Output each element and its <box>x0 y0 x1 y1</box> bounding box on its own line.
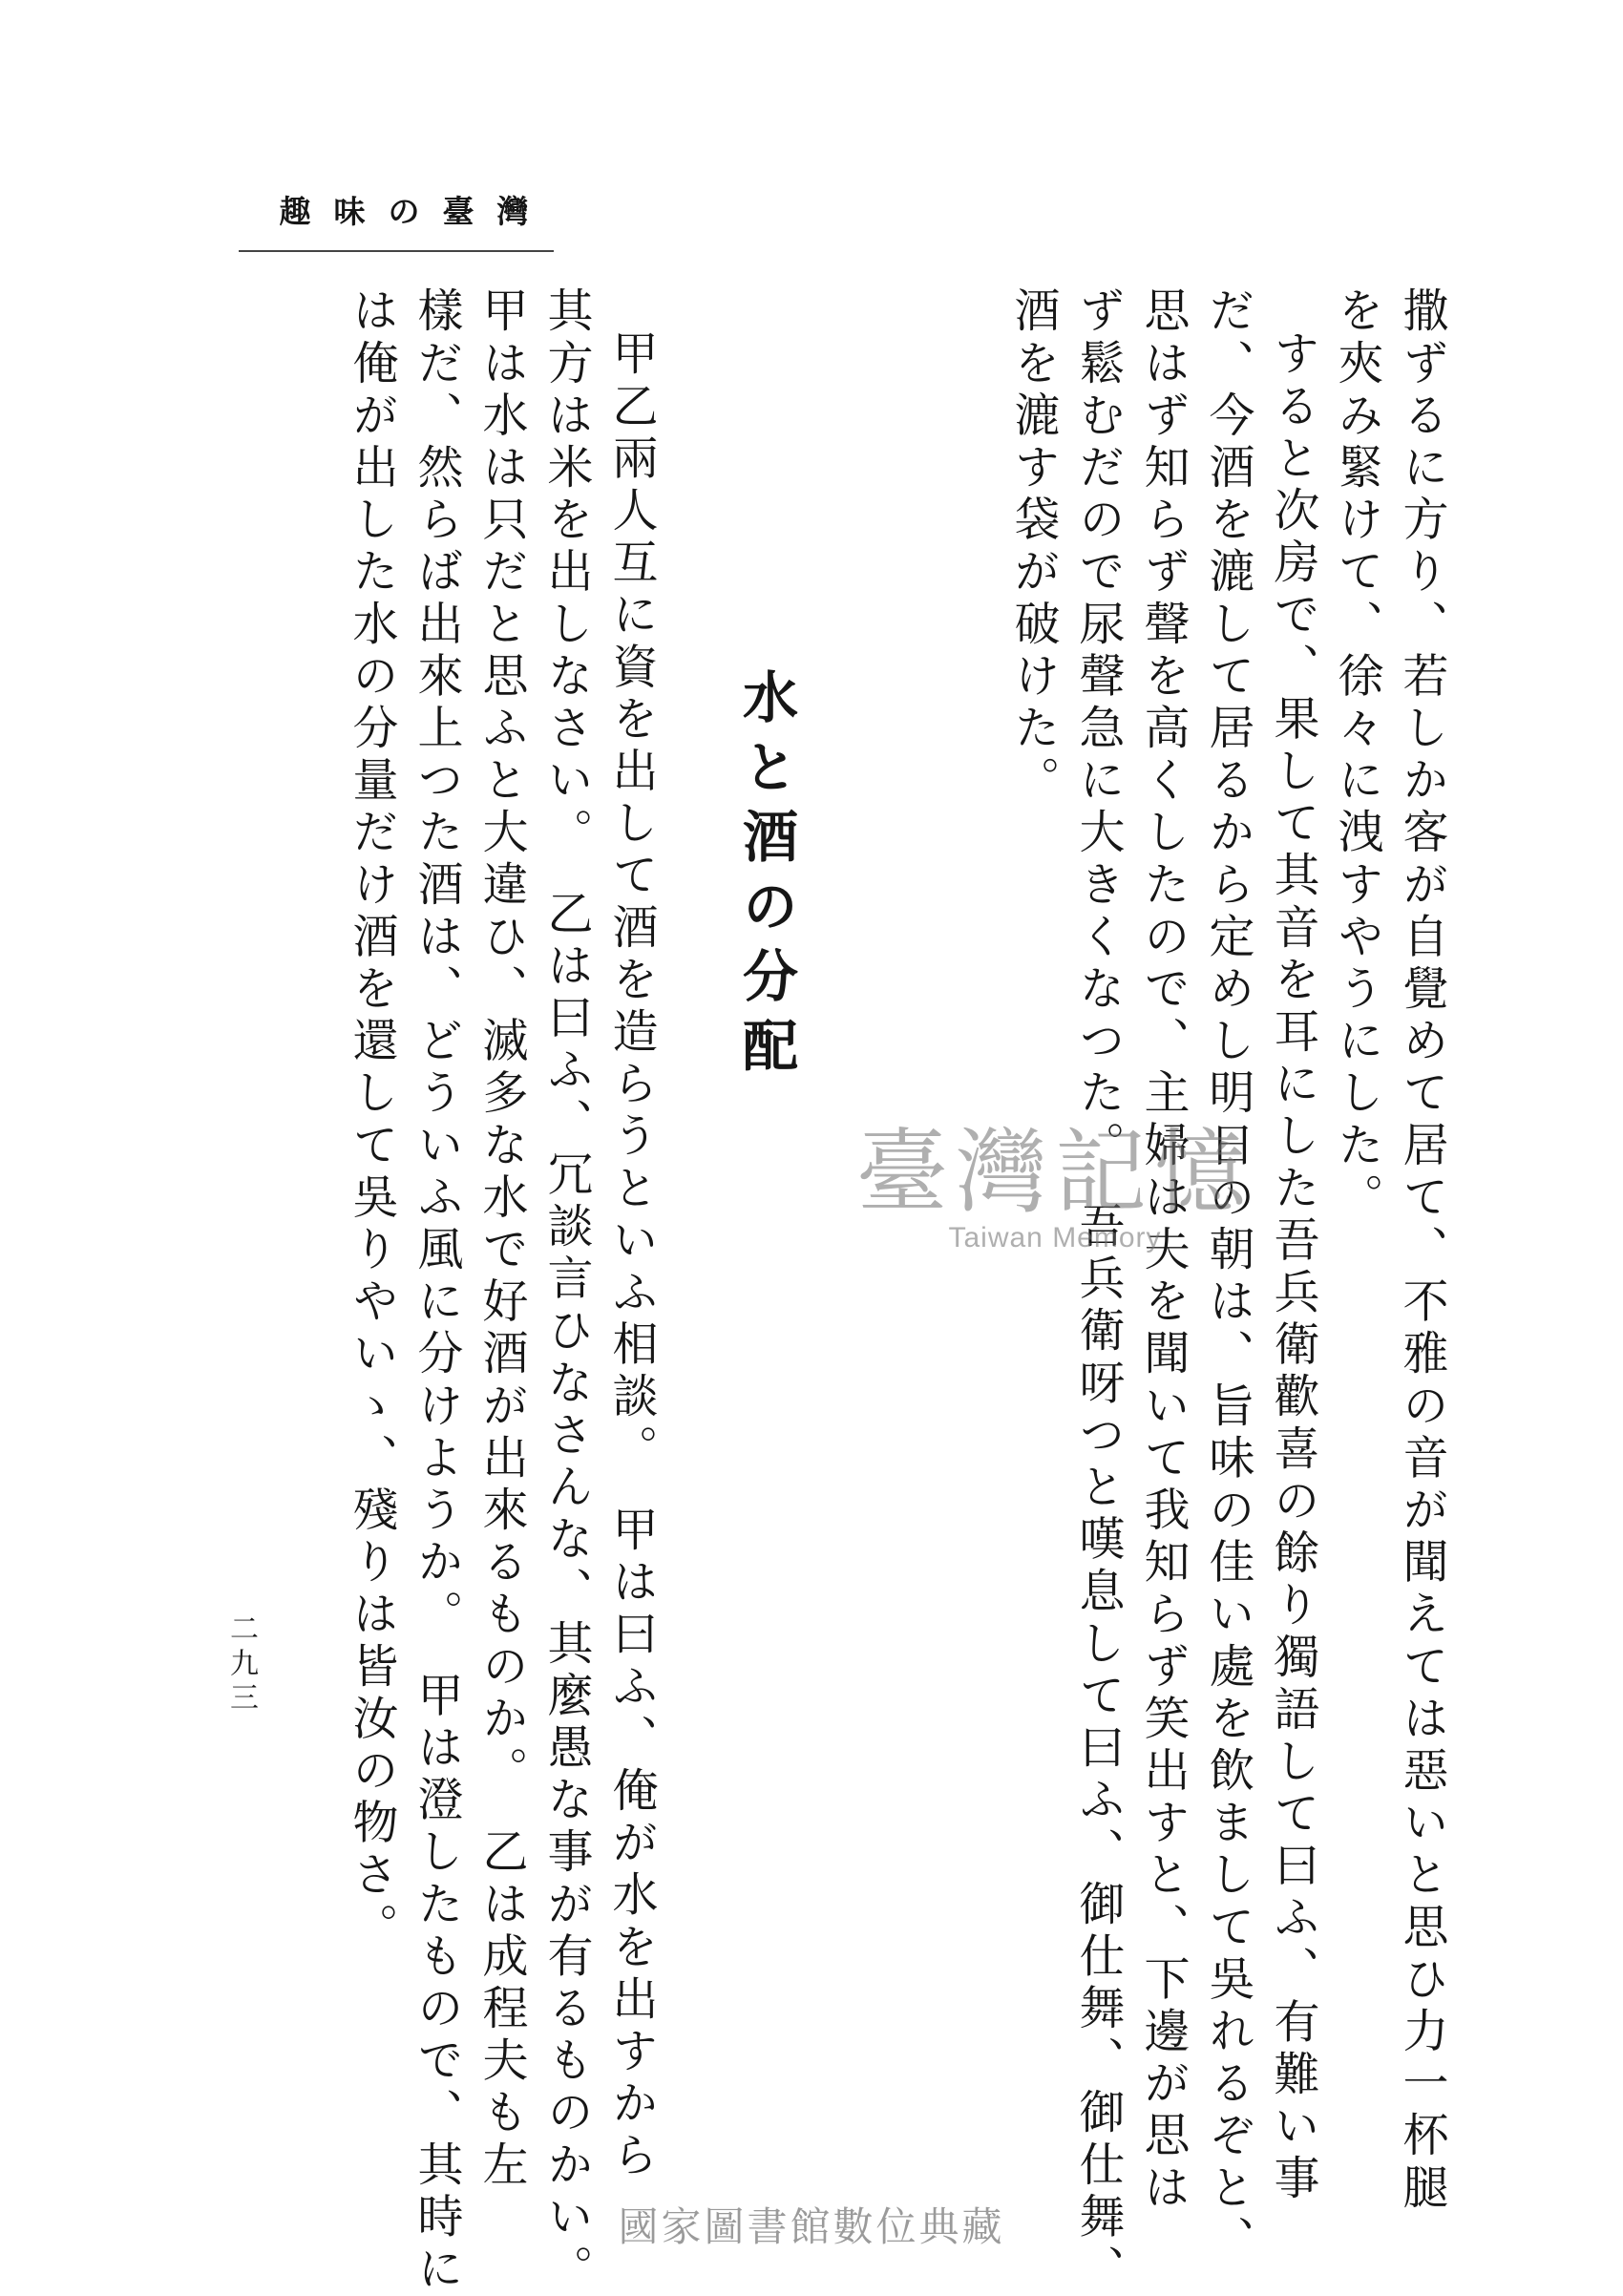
page-number: 二九三 <box>224 1613 258 1717</box>
section-heading: 水と酒の分配 <box>733 668 798 1086</box>
header-rule <box>239 250 554 252</box>
story-column: 思はず知らず聲を高くしたので、主婦は夫を聞いて我知らず笑出すと、下邊が思は <box>1136 286 1190 2216</box>
watermark-sub: Taiwan Memory <box>948 1222 1162 1253</box>
watermark-main: 臺灣記憶 <box>856 1119 1254 1226</box>
section-column: 其方は米を出しなさい。 乙は曰ふ、冗談言ひなさんな、其麼愚な事が有るものかい。 <box>539 286 593 2296</box>
footer-credit: 國家圖書館數位典藏 <box>618 2203 1005 2250</box>
section-column: 甲乙兩人互に資を出して酒を造らうといふ相談。 甲は曰ふ、俺が水を出すから <box>604 329 658 2183</box>
section-column: は俺が出した水の分量だけ酒を還して吳りやいゝ、殘りは皆汝の物さ。 <box>345 286 398 1955</box>
story-column: 酒を漉す袋が破けた。 <box>1006 286 1060 808</box>
running-header: 趣味の臺灣 <box>279 193 552 230</box>
story-column: すると次房で、果して其音を耳にした吾兵衛歡喜の餘り獨語して曰ふ、有難い事 <box>1266 329 1319 2206</box>
section-column: 樣だ、然らば出來上つた酒は、どういふ風に分けようか。 甲は澄したもので、其時に <box>410 286 463 2296</box>
story-column: ず鬆むだので尿聲急に大きくなつた。 吾兵衛呀つと嘆息して曰ふ、御仕舞、御仕舞、 <box>1071 286 1125 2296</box>
story-column: を夾み緊けて、徐々に洩すやうにした。 <box>1330 286 1383 1225</box>
section-column: 甲は水は只だと思ふと大違ひ、滅多な水で好酒が出來るものか。 乙は成程夫も左 <box>474 286 528 2193</box>
story-column: だ、今酒を漉して居るから定めし明日の朝は、旨味の佳い處を飲まして吳れるぞと、 <box>1201 286 1254 2267</box>
story-column: 撒ずるに方り、若しか客が自覺めて居て、不雅の音が聞えては惡いと思ひ力一杯腿 <box>1395 286 1448 2216</box>
